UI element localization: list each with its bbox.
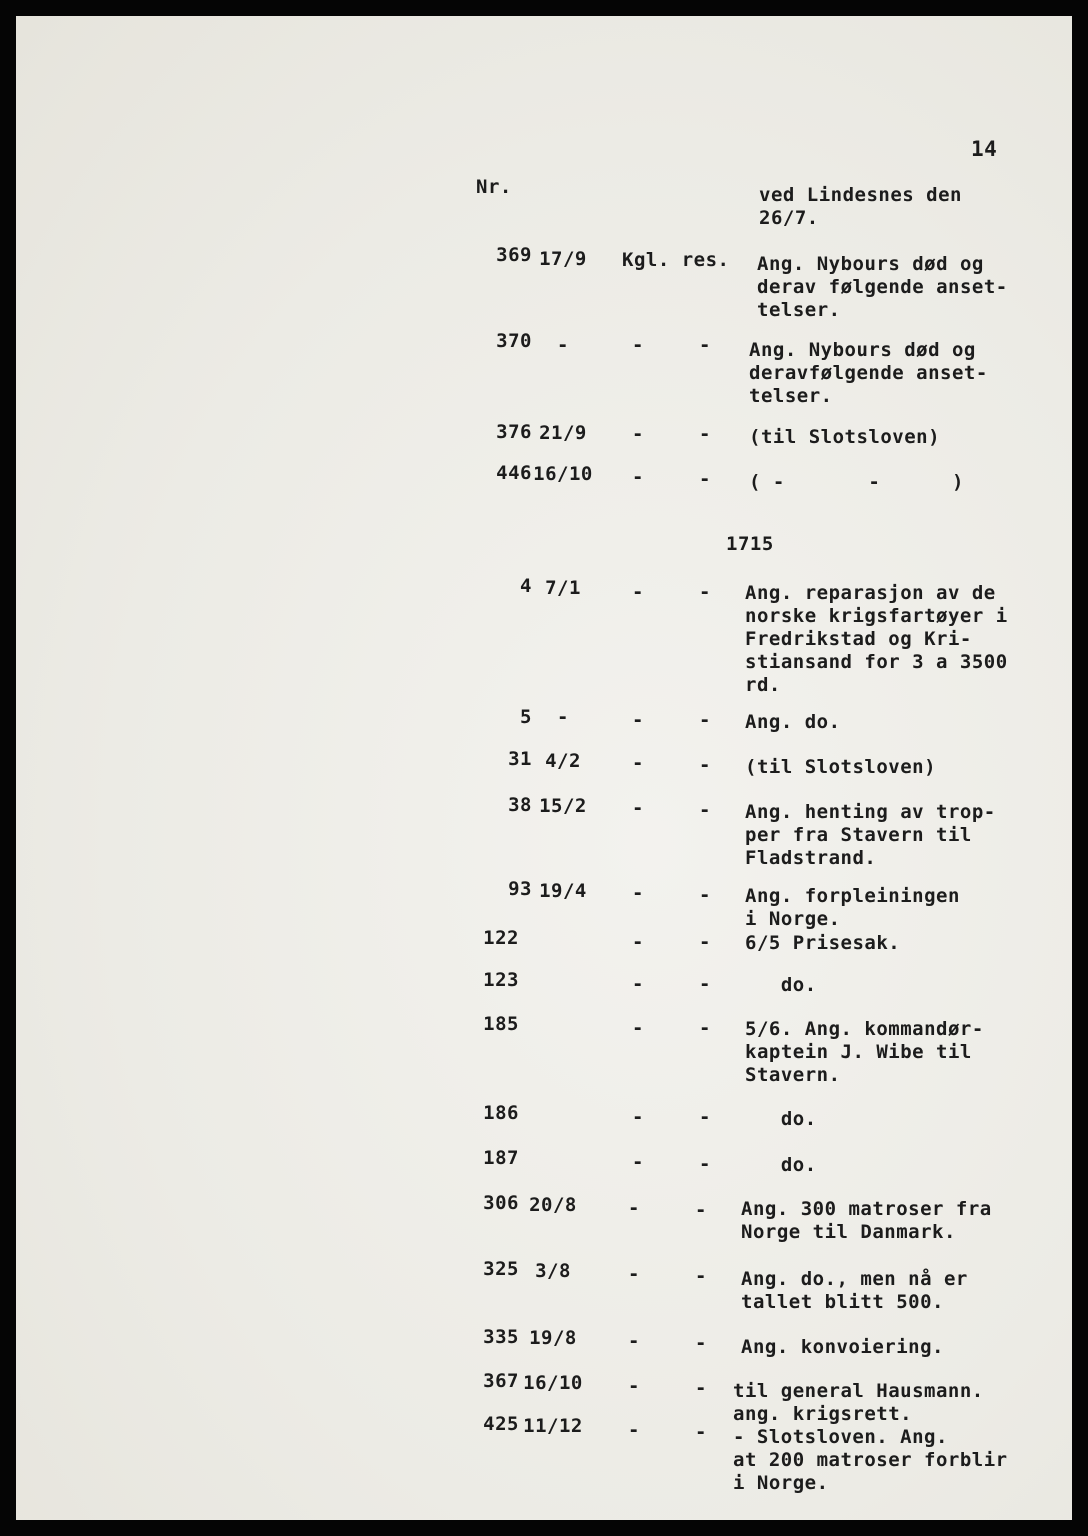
entry-date: 4/2 — [545, 750, 581, 772]
entry-ditto: - — [632, 752, 644, 774]
entry-date: 11/12 — [523, 1415, 583, 1437]
entry-date: 16/10 — [523, 1372, 583, 1394]
entry-ditto: - — [628, 1263, 640, 1285]
entry-ditto: - — [632, 797, 644, 819]
entry-date: 3/8 — [535, 1260, 571, 1282]
entry-desc: 5/6. Ang. kommandør- kaptein J. Wibe til Stavern. — [745, 1018, 984, 1086]
entry-ditto: - — [695, 1421, 707, 1443]
entry-date: - — [557, 706, 569, 728]
entry-ditto: - — [632, 423, 644, 445]
entry-ditto: - — [628, 1330, 640, 1352]
entry-nr: 186 — [483, 1102, 519, 1124]
entry-ditto: - — [628, 1197, 640, 1219]
entry-ditto: - — [695, 1265, 707, 1287]
entry-desc: til general Hausmann. ang. krigsrett. — [733, 1380, 984, 1425]
entry-nr: 325 — [483, 1258, 519, 1280]
entry-ditto: - — [632, 1106, 644, 1128]
entry-ditto: - — [632, 882, 644, 904]
entry-desc: Ang. do. — [745, 711, 841, 733]
entry-ditto: - — [632, 1151, 644, 1173]
entry-desc: 6/5 Prisesak. — [745, 932, 901, 954]
entry-ditto: - — [699, 931, 711, 953]
entry-desc: Ang. do., men nå er tallet blitt 500. — [741, 1268, 968, 1313]
entry-ditto: - — [699, 468, 711, 490]
entry-ditto: - — [632, 931, 644, 953]
entry-ditto: - — [699, 709, 711, 731]
entry-nr: 5 — [520, 706, 532, 728]
entry-nr: 31 — [508, 748, 532, 770]
entry-desc: (til Slotsloven) — [749, 426, 941, 448]
entry-date: 19/4 — [539, 880, 587, 902]
entry-ditto: - — [632, 709, 644, 731]
entry-date: 19/8 — [529, 1327, 577, 1349]
entry-desc: Ang. konvoiering. — [741, 1336, 944, 1358]
entry-date: 15/2 — [539, 795, 587, 817]
entry-desc: do. — [745, 1108, 817, 1130]
entry-desc: - Slotsloven. Ang. at 200 matroser forblir i Norge. — [733, 1426, 1008, 1494]
entry-date: 7/1 — [545, 577, 581, 599]
entry-desc: Ang. forpleiningen i Norge. — [745, 885, 960, 930]
entry-desc: Ang. Nybours død og derav følgende anset- telser. — [757, 253, 1008, 321]
entry-ditto: - — [699, 1017, 711, 1039]
entry-ditto: - — [699, 973, 711, 995]
entry-nr: 122 — [483, 927, 519, 949]
entry-ditto: - — [628, 1375, 640, 1397]
entry-date: - — [557, 334, 569, 356]
entry-desc: ( - - ) — [749, 471, 964, 493]
entry-ditto: - — [699, 1153, 711, 1175]
nr-column-label: Nr. — [476, 176, 512, 198]
entry-desc: Ang. henting av trop- per fra Stavern til Fladstrand. — [745, 801, 996, 869]
entry-nr: 370 — [496, 330, 532, 352]
entry-ditto: - — [695, 1199, 707, 1221]
entry-nr: 306 — [483, 1192, 519, 1214]
entry-type: Kgl. res. — [622, 249, 730, 271]
entry-ditto: - — [632, 973, 644, 995]
entry-nr: 335 — [483, 1326, 519, 1348]
entry-ditto: - — [699, 334, 711, 356]
entry-ditto: - — [695, 1332, 707, 1354]
entry-date: 20/8 — [529, 1194, 577, 1216]
entry-ditto: - — [632, 334, 644, 356]
entry-date: 16/10 — [533, 463, 593, 485]
entry-nr: 367 — [483, 1370, 519, 1392]
entry-date: 21/9 — [539, 422, 587, 444]
entry-desc: (til Slotsloven) — [745, 756, 937, 778]
entry-ditto: - — [632, 581, 644, 603]
entry-nr: 93 — [508, 878, 532, 900]
entry-nr: 446 — [496, 462, 532, 484]
entry-ditto: - — [699, 423, 711, 445]
entry-nr: 38 — [508, 794, 532, 816]
entry-nr: 376 — [496, 421, 532, 443]
entry-nr: 4 — [520, 575, 532, 597]
entry-desc: Ang. reparasjon av de norske krigsfartøyer i Fredrikstad og Kri- stiansand for 3 a 3500 rd. — [745, 582, 1008, 696]
section-year: 1715 — [726, 533, 774, 555]
entry-date: 17/9 — [539, 248, 587, 270]
entry-ditto: - — [699, 581, 711, 603]
entry-ditto: - — [699, 754, 711, 776]
entry-ditto: - — [632, 466, 644, 488]
entry-nr: 369 — [496, 244, 532, 266]
entry-nr: 185 — [483, 1013, 519, 1035]
entry-desc: do. — [745, 1154, 817, 1176]
entry-ditto: - — [628, 1419, 640, 1441]
entry-ditto: - — [695, 1377, 707, 1399]
entry-ditto: - — [699, 1106, 711, 1128]
entry-ditto: - — [632, 1017, 644, 1039]
entry-desc: Ang. 300 matroser fra Norge til Danmark. — [741, 1198, 992, 1243]
document-page — [16, 16, 1072, 1520]
entry-nr: 425 — [483, 1413, 519, 1435]
entry-nr: 123 — [483, 969, 519, 991]
entry-ditto: - — [699, 884, 711, 906]
entry-nr: 187 — [483, 1147, 519, 1169]
entry-ditto: - — [699, 799, 711, 821]
continued-text: ved Lindesnes den 26/7. — [759, 184, 962, 229]
page-number: 14 — [971, 137, 998, 161]
entry-desc: Ang. Nybours død og deravfølgende anset- telser. — [749, 339, 988, 407]
entry-desc: do. — [745, 974, 817, 996]
